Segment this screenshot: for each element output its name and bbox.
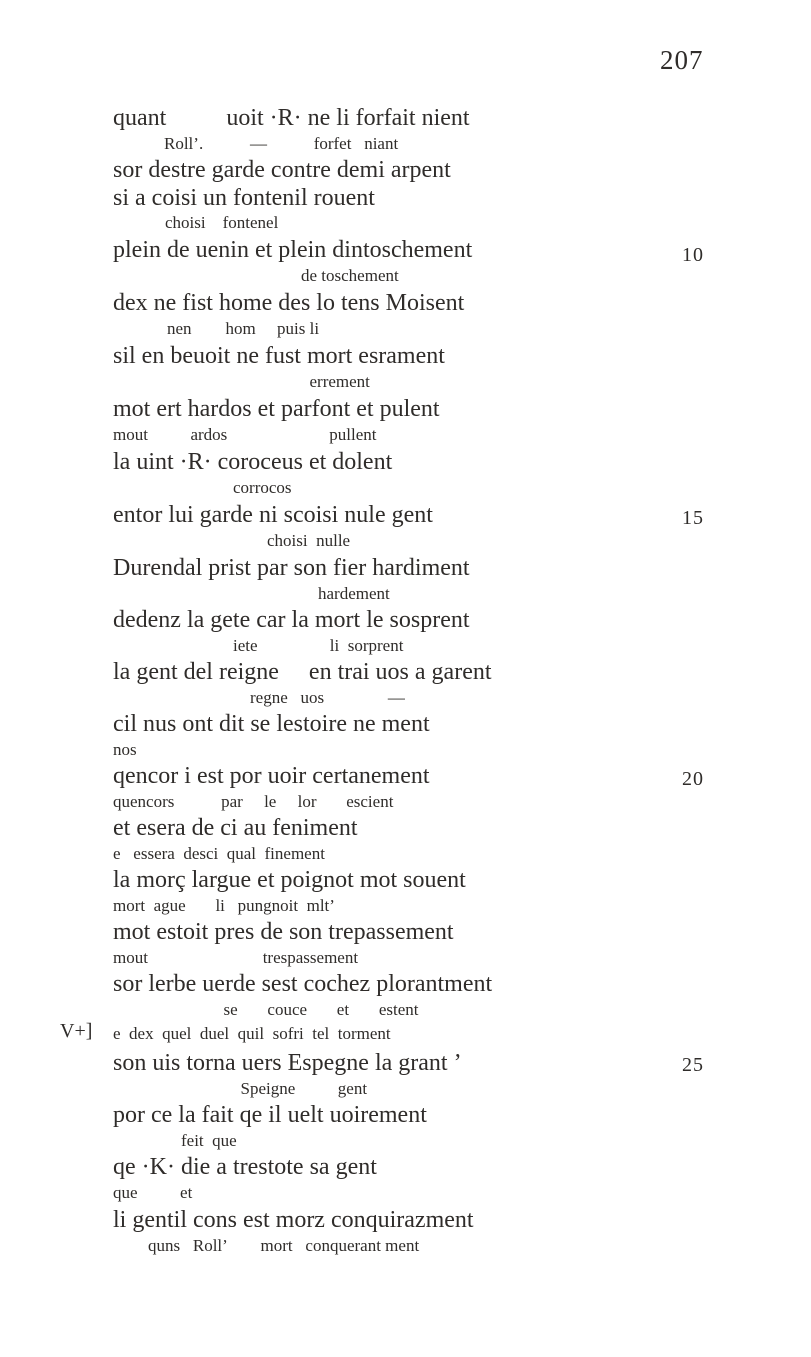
page-number: 207 [660,45,704,75]
verse-line: quant uoit ·R· ne li forfait nient [113,105,470,131]
verse-line: la uint ·R· coroceus et dolent [113,449,393,475]
verse-line: por ce la fait qe il uelt uoirement [113,1102,427,1128]
verse-line: sor lerbe uerde sest cochez plorantment [113,971,493,997]
variant-line: mout trespassement [113,948,359,967]
variant-line: corrocos [165,478,292,497]
verse-line: sor destre garde contre demi arpent [113,157,451,183]
verse-line: dex ne fist home des lo tens Moisent [113,290,465,316]
variant-line: errement [165,372,370,391]
variant-line: feit que [113,1131,237,1150]
verse-line: et esera de ci au feniment [113,815,358,841]
variant-line: nen hom puis li [167,319,320,338]
verse-line: sil en beuoit ne fust mort esrament [113,343,445,369]
variant-line: Roll’. — forfet niant [164,134,399,153]
variant-line: se couce et estent [113,1000,419,1019]
variant-line: e dex quel duel quil sofri tel torment [113,1024,391,1043]
verse-line: Durendal prist par son fier hardiment [113,555,470,581]
verse-line: entor lui garde ni scoisi nule gent [113,502,433,528]
variant-line: mort ague li pungnoit mlt’ [113,896,335,915]
variant-line: de toschement [165,266,399,285]
variant-line: mout ardos pullent [113,425,377,444]
variant-line: e essera desci qual finement [113,844,325,863]
verse-line: li gentil cons est morz conquirazment [113,1207,474,1233]
variant-line: choisi nulle [165,531,351,550]
line-number: 15 [682,507,704,529]
line-number: 10 [682,244,704,266]
variant-line: nos [113,740,137,759]
verse-line: mot estoit pres de son trepassement [113,919,454,945]
margin-note: V+] [60,1020,93,1042]
verse-line: la gent del reigne en trai uos a garent [113,659,492,685]
variant-line: iete li sorprent [165,636,404,655]
variant-line: choisi fontenel [165,213,279,232]
verse-line: dedenz la gete car la mort le sosprent [113,607,470,633]
variant-line: regne uos — [165,688,405,707]
verse-line: si a coisi un fontenil rouent [113,185,375,211]
verse-line: cil nus ont dit se lestoire ne ment [113,711,430,737]
verse-line: la morç largue et poignot mot souent [113,867,466,893]
verse-line: qe ·K· die a trestote sa gent [113,1154,377,1180]
verse-line: qencor i est por uoir certanement [113,763,430,789]
line-number: 20 [682,768,704,790]
verse-line: plein de uenin et plein dintoschement [113,237,473,263]
variant-line: hardement [165,584,390,603]
variant-line: Speigne gent [113,1079,368,1098]
verse-line: mot ert hardos et parfont et pulent [113,396,440,422]
variant-line: quns Roll’ mort conquerant ment [148,1236,420,1255]
line-number: 25 [682,1054,704,1076]
variant-line: quencors par le lor escient [113,792,394,811]
variant-line: que et [113,1183,193,1202]
verse-line: son uis torna uers Espegne la grant ’ [113,1050,462,1076]
